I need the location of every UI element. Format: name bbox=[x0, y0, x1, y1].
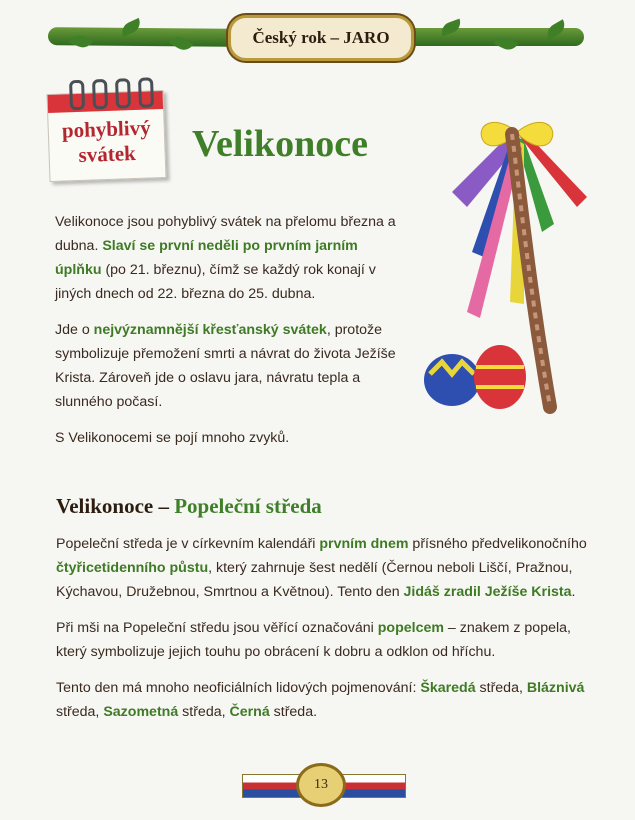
intro-paragraph-3: S Velikonocemi se pojí mnoho zvyků. bbox=[55, 430, 290, 446]
page-number-badge bbox=[296, 763, 346, 807]
text-run: středa. bbox=[269, 704, 318, 720]
text-run: přísného předvelikonočního bbox=[408, 536, 587, 552]
text-run: . bbox=[571, 584, 576, 600]
highlight-text: Sazometná bbox=[103, 704, 179, 720]
highlight-text: Bláznivá bbox=[526, 680, 585, 696]
easter-whip-illustration bbox=[412, 112, 592, 422]
intro-paragraph-1 bbox=[55, 210, 405, 306]
page-title: Velikonoce bbox=[192, 123, 368, 165]
highlight-text: popelcem bbox=[377, 620, 444, 636]
ring-icon bbox=[69, 80, 85, 111]
text-run: Při mši na Popeleční středu jsou věřící označováni bbox=[56, 620, 378, 636]
text-run: Tento den má mnoho neoficiálních lidových pojmenování: bbox=[56, 680, 421, 696]
text-run: Jde o bbox=[55, 322, 94, 338]
badge-line-1: pohyblivý bbox=[61, 115, 152, 143]
section-paragraph-3 bbox=[56, 676, 592, 724]
easter-egg-blue-icon bbox=[424, 354, 480, 406]
calendar-icon bbox=[47, 90, 167, 182]
text-run: středa, bbox=[178, 704, 230, 720]
ring-icon bbox=[92, 79, 108, 110]
header-plaque bbox=[228, 15, 414, 61]
section-heading bbox=[56, 494, 322, 519]
highlight-text: prvním dnem bbox=[319, 536, 409, 552]
text-run: Popeleční středa je v církevním kalendáři bbox=[56, 536, 320, 552]
text-run: (po 21. březnu), čímž se každý rok konají v jiných dnech od 22. března do 25. dubna. bbox=[55, 262, 376, 302]
text-run: , který zahrnuje šest nedělí (Černou neboli Liščí, Pražnou, Kýchavou, Družebnou, Smrtnou a Květnou). Tento den bbox=[56, 560, 573, 600]
text-run: Velikonoce jsou pohyblivý svátek na přelomu března a dubna. bbox=[55, 214, 396, 254]
section-heading-part: Velikonoce – bbox=[56, 494, 175, 518]
text-run: středa, bbox=[56, 704, 104, 720]
calendar-label bbox=[48, 115, 165, 169]
highlight-text: Slaví se první neděli po prvním jarním úplňku bbox=[55, 238, 358, 278]
page-number: 13 bbox=[314, 777, 328, 792]
header-title: Český rok – JARO bbox=[252, 28, 390, 47]
intro-paragraph-2 bbox=[55, 318, 407, 414]
section-heading-highlight: Popeleční středa bbox=[174, 494, 322, 518]
highlight-text: Černá bbox=[229, 704, 270, 720]
highlight-text: Škaredá bbox=[420, 680, 476, 696]
ring-icon bbox=[138, 77, 154, 108]
section-paragraph-1 bbox=[56, 532, 592, 604]
highlight-text: Jidáš zradil Ježíše Krista bbox=[403, 584, 572, 600]
ring-icon bbox=[115, 78, 131, 109]
easter-egg-red-icon bbox=[474, 345, 526, 409]
text-run: – znakem z popela, který symbolizuje jejich touhu po obrácení k dobru a odklon od hříchu. bbox=[56, 620, 571, 660]
text-run: , protože symbolizuje přemožení smrti a návrat do života Ježíše Krista. Zároveň jde o oslavu jara, návratu tepla a slunného počasí. bbox=[55, 322, 396, 410]
badge-line-2: svátek bbox=[78, 140, 137, 167]
calendar-rings bbox=[69, 77, 154, 110]
section-paragraph-2 bbox=[56, 616, 592, 664]
highlight-text: čtyřicetidenního půstu bbox=[56, 560, 209, 576]
text-run: středa, bbox=[475, 680, 527, 696]
highlight-text: nejvýznamnější křesťanský svátek bbox=[93, 322, 327, 338]
